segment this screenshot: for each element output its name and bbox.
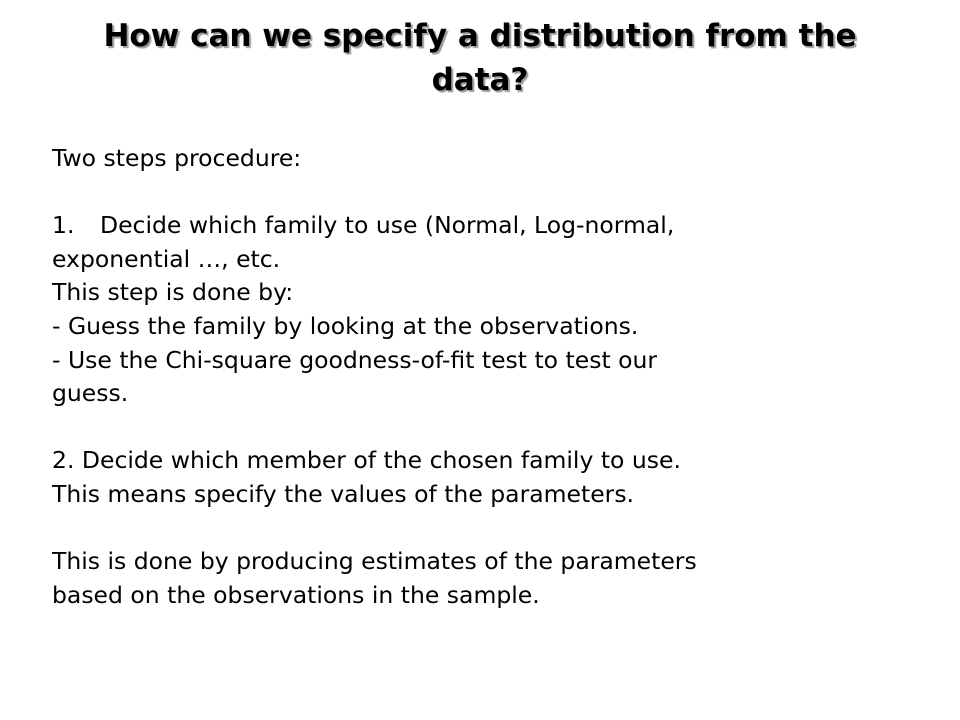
step-1-bullet-2-line-1: - Use the Chi-square goodness-of-fit test to test our (52, 345, 658, 374)
spacer (52, 176, 932, 210)
step-1-line-2: exponential …, etc. (52, 244, 281, 273)
slide-title (40, 14, 920, 102)
slide-title-line-2: data? (431, 62, 529, 98)
closing-line-2: based on the observations in the sample. (52, 580, 540, 609)
step-1-line-1 (52, 209, 932, 243)
step-1-bullet-1: - Guess the family by looking at the observations. (52, 311, 639, 340)
step-1-number: 1. (52, 211, 75, 240)
closing-line-1: This is done by producing estimates of the parameters (52, 547, 697, 576)
spacer (52, 512, 932, 546)
step-1-detail-heading: This step is done by: (52, 278, 294, 307)
intro-text: Two steps procedure: (52, 144, 302, 172)
step-2-line-2: This means specify the values of the parameters. (52, 479, 635, 508)
spacer (52, 411, 932, 445)
step-1-text: Decide which family to use (Normal, Log-normal, (100, 211, 675, 240)
step-1-bullet-2-line-2: guess. (52, 379, 129, 408)
slide-body (52, 142, 932, 612)
step-2-line-1: 2. Decide which member of the chosen family to use. (52, 446, 681, 475)
slide-title-line-1: How can we specify a distribution from the (103, 18, 857, 54)
